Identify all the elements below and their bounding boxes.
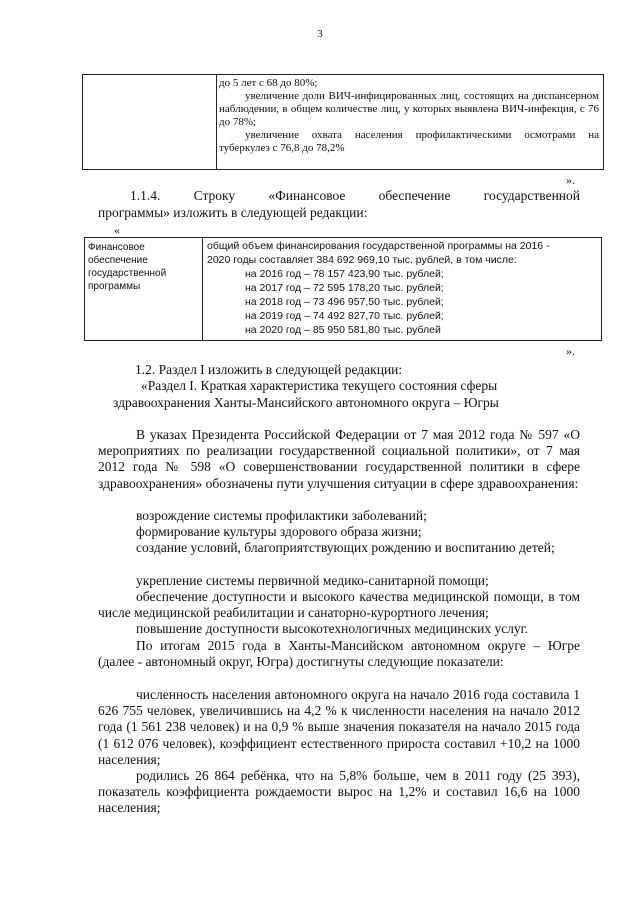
indicators-table-empty-cell: [83, 75, 217, 169]
section-114-line2: программы» изложить в следующей редакции:: [98, 205, 368, 220]
list-item: укрепление системы первичной медико-санитарной помощи;: [136, 573, 489, 588]
finance-table: [84, 237, 602, 341]
finance-table-label-cell: [85, 238, 203, 340]
finance-year-row: на 2019 год – 74 492 827,70 тыс. рублей;: [245, 310, 444, 322]
list-item: повышение доступности высокотехнологичных медицинских услуг.: [136, 621, 529, 636]
section-12-line: 1.2. Раздел I изложить в следующей редакции:: [135, 362, 403, 377]
word: государственной: [483, 188, 580, 203]
indicators-table: [82, 74, 604, 170]
section-114-number: 1.1.4.: [130, 188, 161, 203]
list-item: возрождение системы профилактики заболеваний;: [136, 508, 427, 523]
finance-year-row: на 2020 год – 85 950 581,80 тыс. рублей: [245, 324, 441, 336]
finance-year-row: на 2016 год – 78 157 423,90 тыс. рублей;: [245, 268, 444, 280]
section-title-line: здравоохранения Ханты-Мансийского автономного округа – Югры: [113, 395, 499, 410]
finance-year-row: на 2018 год – 73 496 957,50 тыс. рублей;: [245, 296, 444, 308]
closing-quote: ».: [566, 173, 575, 187]
word: «Финансовое: [268, 188, 346, 203]
list-item: создание условий, благоприятствующих рождению и воспитанию детей;: [136, 540, 555, 555]
body-paragraph: родились 26 864 ребёнка, что на 5,8% больше, чем в 2011 году (25 393), показатель коэффициента рождаемости вырос на 1,2% и составил 16,6 на 1000 населения;: [98, 768, 580, 816]
list-item: формирование культуры здорового образа жизни;: [136, 524, 422, 539]
label-line: обеспечение: [88, 255, 148, 266]
label-line: Финансовое: [88, 242, 145, 253]
indicator-line: увеличение охвата населения профилактическими осмотрами на туберкулез с 76,8 до 78,2%: [219, 129, 599, 154]
body-paragraph: По итогам 2015 года в Ханты-Мансийском автономном округе – Югре (далее - автономный округ, Югра) достигнуты следующие показатели:: [98, 638, 580, 670]
body-paragraph: численность населения автономного округа на начало 2016 года составила 1 626 755 человек, увеличившись на 4,2 % к численности населения на начало 2012 года (1 561 238 человек) и на 0,9 % выше значения показателя на начало 2015 года (1 612 076 человек), коэффициент естественного прироста составил +10,2 на 1000 населения;: [98, 687, 580, 767]
finance-intro: 2020 годы составляет 384 692 969,10 тыс. рублей, в том числе:: [207, 254, 517, 266]
page-number: 3: [317, 28, 323, 40]
indicator-line: до 5 лет с 68 до 80%;: [219, 77, 318, 89]
indicator-line: увеличение доли ВИЧ-инфицированных лиц, состоящих на диспансерном наблюдении, в общем количестве лиц, у которых выявлена ВИЧ-инфекция, с 76 до 78%;: [219, 90, 599, 128]
finance-year-row: на 2017 год – 72 595 178,20 тыс. рублей;: [245, 282, 444, 294]
finance-intro: общий объем финансирования государственной программы на 2016 -: [207, 240, 550, 252]
section-title-line: «Раздел I. Краткая характеристика текущего состояния сферы: [141, 378, 498, 393]
finance-table-value-cell: [207, 239, 599, 337]
opening-quote: «: [114, 223, 120, 237]
body-paragraph: В указах Президента Российской Федерации от 7 мая 2012 года № 597 «О мероприятиях по реализации государственной социальной политики», от 7 мая 2012 года № 598 «О совершенствовании государственной политики в сфере здравоохранения» обозначены пути улучшения ситуации в сфере здравоохранения:: [98, 427, 580, 491]
word: Строку: [193, 188, 236, 203]
label-line: государственной: [88, 268, 167, 279]
word: обеспечение: [378, 188, 451, 203]
list-item: обеспечение доступности и высокого качества медицинской помощи, в том числе медицинской реабилитации и санаторно-курортного лечения;: [98, 589, 580, 621]
closing-quote: ».: [566, 344, 575, 358]
section-114-line1: [130, 188, 580, 204]
label-line: программы: [88, 281, 141, 292]
indicators-table-text-cell: [219, 77, 599, 155]
